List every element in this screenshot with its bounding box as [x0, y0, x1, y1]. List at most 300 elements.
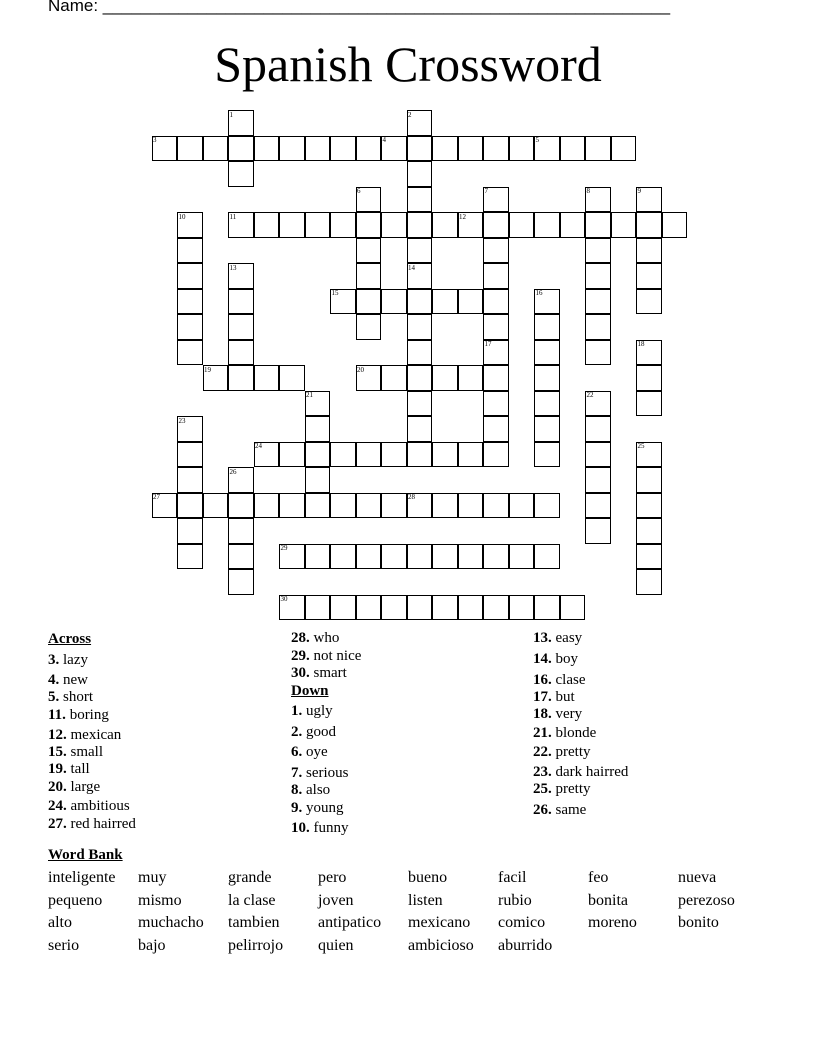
- clue-number-13: 13: [229, 263, 237, 272]
- crossword-cell[interactable]: [636, 212, 662, 238]
- crossword-cell[interactable]: [330, 493, 356, 519]
- clue-number: 14.: [533, 651, 552, 667]
- crossword-cell[interactable]: [177, 467, 203, 493]
- clue-number: 8.: [291, 782, 303, 798]
- crossword-cell[interactable]: [509, 595, 535, 621]
- crossword-cell[interactable]: [483, 391, 509, 417]
- down-clue: [533, 802, 586, 819]
- word-bank-item: la clase: [228, 892, 276, 909]
- crossword-cell[interactable]: [483, 416, 509, 442]
- crossword-cell[interactable]: [636, 263, 662, 289]
- crossword-cell[interactable]: [356, 263, 382, 289]
- across-clue: [48, 707, 109, 724]
- down-clue: [291, 765, 349, 782]
- clue-text: oye: [302, 744, 328, 760]
- word-bank-item: bonito: [678, 914, 719, 931]
- crossword-cell[interactable]: [458, 442, 484, 468]
- crossword-cell[interactable]: [483, 442, 509, 468]
- down-clue: [291, 820, 349, 837]
- crossword-cell[interactable]: [177, 238, 203, 264]
- crossword-cell[interactable]: [407, 544, 433, 570]
- clue-number: 12.: [48, 727, 67, 743]
- crossword-cell[interactable]: [356, 136, 382, 162]
- down-clue: [533, 781, 591, 798]
- crossword-cell[interactable]: [432, 493, 458, 519]
- crossword-cell[interactable]: [636, 238, 662, 264]
- word-bank-item: comico: [498, 914, 546, 931]
- crossword-cell[interactable]: [585, 314, 611, 340]
- clue-number: 24.: [48, 798, 67, 814]
- word-bank-item: pequeno: [48, 892, 103, 909]
- crossword-cell[interactable]: [534, 416, 560, 442]
- crossword-cell[interactable]: [585, 136, 611, 162]
- clue-number-25: 25: [637, 442, 645, 450]
- page-title: Spanish Crossword: [214, 36, 602, 92]
- crossword-cell[interactable]: [305, 212, 331, 238]
- crossword-cell[interactable]: [381, 212, 407, 238]
- clue-number-16: 16: [535, 289, 543, 297]
- word-bank-item: aburrido: [498, 937, 553, 954]
- crossword-cell[interactable]: [636, 569, 662, 595]
- clue-number: 9.: [291, 800, 303, 816]
- crossword-cell[interactable]: [228, 518, 254, 544]
- crossword-cell[interactable]: [279, 442, 305, 468]
- clue-text: pretty: [551, 744, 591, 760]
- clue-number-6: 6: [357, 187, 361, 195]
- crossword-cell[interactable]: [585, 493, 611, 519]
- crossword-cell[interactable]: [356, 493, 382, 519]
- word-bank-item: inteligente: [48, 869, 116, 886]
- crossword-cell[interactable]: [356, 289, 382, 315]
- crossword-cell[interactable]: [585, 212, 611, 238]
- clue-text: young: [302, 800, 344, 816]
- crossword-cell[interactable]: [432, 365, 458, 391]
- across-clue: [291, 630, 339, 647]
- crossword-cell[interactable]: [483, 238, 509, 264]
- crossword-cell[interactable]: [560, 595, 586, 621]
- crossword-cell[interactable]: [279, 365, 305, 391]
- clue-number: 13.: [533, 630, 552, 646]
- crossword-cell[interactable]: [636, 289, 662, 315]
- clue-number: 1.: [291, 703, 303, 719]
- crossword-cell[interactable]: [203, 136, 229, 162]
- crossword-cell[interactable]: [228, 340, 254, 366]
- clue-number: 30.: [291, 665, 310, 681]
- clue-number: 26.: [533, 802, 552, 818]
- crossword-cell[interactable]: [177, 136, 203, 162]
- crossword-cell[interactable]: [458, 365, 484, 391]
- clue-number: 5.: [48, 689, 60, 705]
- crossword-cell[interactable]: [534, 595, 560, 621]
- clue-number: 4.: [48, 672, 60, 688]
- crossword-cell[interactable]: [636, 544, 662, 570]
- clue-text: boring: [65, 707, 109, 723]
- crossword-cell[interactable]: [534, 365, 560, 391]
- across-clue: [48, 779, 100, 796]
- clue-number-29: 29: [280, 544, 288, 552]
- word-bank-item: nueva: [678, 869, 717, 886]
- crossword-cell[interactable]: [534, 544, 560, 570]
- word-bank-item: serio: [48, 937, 80, 954]
- crossword-cell[interactable]: [509, 212, 535, 238]
- word-bank-item: mexicano: [408, 914, 471, 931]
- clue-text: not nice: [309, 648, 362, 664]
- clue-number-26: 26: [229, 467, 237, 476]
- crossword-cell[interactable]: [407, 289, 433, 315]
- crossword-cell[interactable]: [356, 212, 382, 238]
- clue-text: funny: [309, 820, 349, 836]
- word-bank-item: facil: [498, 869, 527, 886]
- crossword-cell[interactable]: [585, 340, 611, 366]
- word-bank-item: alto: [48, 914, 72, 931]
- crossword-cell[interactable]: [432, 544, 458, 570]
- crossword-cell[interactable]: [407, 136, 433, 162]
- crossword-cell[interactable]: [228, 544, 254, 570]
- clue-text: large: [66, 779, 101, 795]
- clue-number: 22.: [533, 744, 552, 760]
- crossword-cell[interactable]: [483, 289, 509, 315]
- crossword-cell[interactable]: [407, 416, 433, 442]
- clue-number-5: 5: [535, 136, 539, 144]
- clue-text: ugly: [302, 703, 333, 719]
- crossword-cell[interactable]: [483, 493, 509, 519]
- clue-text: easy: [551, 630, 583, 646]
- clue-number: 16.: [533, 672, 552, 688]
- word-bank-item: bajo: [138, 937, 166, 954]
- crossword-cell[interactable]: [177, 442, 203, 468]
- crossword-cell[interactable]: [254, 136, 280, 162]
- crossword-cell[interactable]: [636, 365, 662, 391]
- crossword-cell[interactable]: [636, 518, 662, 544]
- clue-number: 6.: [291, 744, 303, 760]
- clue-number-17: 17: [484, 340, 492, 348]
- crossword-cell[interactable]: [305, 544, 331, 570]
- clue-text: ambitious: [66, 798, 130, 814]
- across-clue: [48, 672, 88, 689]
- crossword-cell[interactable]: [483, 365, 509, 391]
- crossword-cell[interactable]: [407, 391, 433, 417]
- crossword-cell[interactable]: [458, 595, 484, 621]
- word-bank-item: grande: [228, 869, 272, 886]
- down-clue: [533, 706, 582, 723]
- down-clue: [533, 651, 578, 668]
- clue-number: 27.: [48, 816, 67, 832]
- crossword-cell[interactable]: [381, 595, 407, 621]
- crossword-cell[interactable]: [509, 493, 535, 519]
- clue-text: lazy: [59, 652, 88, 668]
- crossword-cell[interactable]: [534, 391, 560, 417]
- crossword-cell[interactable]: [432, 136, 458, 162]
- crossword-cell[interactable]: [432, 212, 458, 238]
- clue-number-19: 19: [204, 365, 211, 374]
- clue-number-28: 28: [408, 493, 415, 501]
- crossword-cell[interactable]: [305, 136, 331, 162]
- clue-number: 21.: [533, 725, 552, 741]
- crossword-cell[interactable]: [330, 544, 356, 570]
- crossword-cell[interactable]: [458, 289, 484, 315]
- crossword-cell[interactable]: [228, 314, 254, 340]
- crossword-cell[interactable]: [228, 493, 254, 519]
- crossword-cell[interactable]: [483, 595, 509, 621]
- word-bank-item: quien: [318, 937, 354, 954]
- word-bank-item: pero: [318, 869, 347, 886]
- clue-number: 28.: [291, 630, 310, 646]
- clue-text: tall: [66, 761, 90, 777]
- down-clue: [291, 800, 344, 817]
- clue-number: 7.: [291, 765, 303, 781]
- crossword-cell[interactable]: [585, 467, 611, 493]
- clue-number: 2.: [291, 724, 303, 740]
- crossword-cell[interactable]: [407, 314, 433, 340]
- down-clue: [291, 782, 330, 799]
- down-clue: [533, 744, 591, 761]
- clue-number: 18.: [533, 706, 552, 722]
- crossword-cell[interactable]: [381, 289, 407, 315]
- crossword-cell[interactable]: [279, 212, 305, 238]
- crossword-cell[interactable]: [407, 595, 433, 621]
- clue-number: 23.: [533, 764, 552, 780]
- word-bank-item: antipatico: [318, 914, 382, 931]
- down-clue: [533, 689, 575, 706]
- word-bank-heading: Word Bank: [48, 847, 123, 863]
- word-bank-item: bonita: [588, 892, 628, 909]
- clue-number: 25.: [533, 781, 552, 797]
- clue-number: 3.: [48, 652, 60, 668]
- crossword-cell[interactable]: [483, 544, 509, 570]
- crossword-cell[interactable]: [381, 544, 407, 570]
- crossword-cell[interactable]: [636, 391, 662, 417]
- crossword-cell[interactable]: [407, 340, 433, 366]
- crossword-cell[interactable]: [228, 136, 254, 162]
- crossword-cell[interactable]: [585, 289, 611, 315]
- crossword-cell[interactable]: [458, 493, 484, 519]
- crossword-cell[interactable]: [203, 493, 229, 519]
- down-heading: Down: [291, 683, 329, 699]
- crossword-cell[interactable]: [432, 289, 458, 315]
- crossword-cell[interactable]: [458, 544, 484, 570]
- clue-number-20: 20: [357, 365, 364, 374]
- clue-number-27: 27: [153, 493, 160, 501]
- crossword-cell[interactable]: [177, 493, 203, 519]
- crossword-cell[interactable]: [356, 314, 382, 340]
- clue-text: clase: [551, 672, 586, 688]
- crossword-cell[interactable]: [330, 212, 356, 238]
- crossword-cell[interactable]: [228, 289, 254, 315]
- crossword-cell[interactable]: [305, 467, 331, 493]
- clue-text: same: [551, 802, 587, 818]
- word-bank-item: ambicioso: [408, 937, 474, 954]
- clue-number-14: 14: [408, 263, 415, 272]
- word-bank-item: tambien: [228, 914, 280, 931]
- across-clue: [48, 798, 130, 815]
- crossword-cell[interactable]: [534, 493, 560, 519]
- clue-number-7: 7: [484, 187, 488, 195]
- clue-number: 20.: [48, 779, 67, 795]
- clue-number-9: 9: [637, 187, 641, 195]
- clue-number-3: 3: [153, 136, 157, 144]
- clue-text: who: [309, 630, 340, 646]
- clue-number-10: 10: [178, 212, 186, 221]
- crossword-cell[interactable]: [407, 161, 433, 187]
- crossword-cell[interactable]: [381, 365, 407, 391]
- clue-text: pretty: [551, 781, 591, 797]
- clue-number-15: 15: [331, 289, 339, 297]
- crossword-cell[interactable]: [534, 340, 560, 366]
- crossword-cell[interactable]: [330, 136, 356, 162]
- clue-number-1: 1: [229, 110, 233, 119]
- crossword-cell[interactable]: [585, 263, 611, 289]
- crossword-cell[interactable]: [305, 595, 331, 621]
- down-clue: [533, 672, 585, 689]
- name-field-label: Name: ____________________________________________________________: [48, 0, 671, 15]
- crossword-cell[interactable]: [381, 442, 407, 468]
- crossword-cell[interactable]: [611, 212, 637, 238]
- clue-text: red hairred: [66, 816, 136, 832]
- crossword-cell[interactable]: [407, 212, 433, 238]
- crossword-cell[interactable]: [662, 212, 688, 238]
- word-bank-item: mismo: [138, 892, 182, 909]
- clue-number: 17.: [533, 689, 552, 705]
- clue-number-2: 2: [408, 110, 412, 119]
- word-bank-item: rubio: [498, 892, 532, 909]
- across-clue: [48, 744, 103, 761]
- across-clue: [48, 727, 121, 744]
- crossword-cell[interactable]: [381, 493, 407, 519]
- clue-number-24: 24: [255, 442, 262, 450]
- crossword-cell[interactable]: [356, 544, 382, 570]
- crossword-cell[interactable]: [305, 416, 331, 442]
- clue-number-21: 21: [306, 391, 313, 399]
- crossword-cell[interactable]: [636, 467, 662, 493]
- clue-text: mexican: [66, 727, 122, 743]
- down-clue: [291, 703, 333, 720]
- word-bank-item: perezoso: [678, 892, 735, 909]
- crossword-cell[interactable]: [534, 212, 560, 238]
- clue-number-22: 22: [586, 391, 594, 399]
- crossword-cell[interactable]: [254, 365, 280, 391]
- crossword-cell[interactable]: [279, 136, 305, 162]
- clue-number-4: 4: [382, 136, 386, 144]
- word-bank-item: muy: [138, 869, 167, 886]
- crossword-cell[interactable]: [228, 569, 254, 595]
- down-clue: [533, 630, 582, 647]
- clue-text: serious: [302, 765, 349, 781]
- crossword-cell[interactable]: [636, 493, 662, 519]
- clue-number: 10.: [291, 820, 310, 836]
- clue-text: smart: [309, 665, 347, 681]
- crossword-cell[interactable]: [534, 314, 560, 340]
- word-bank-item: feo: [588, 869, 609, 886]
- crossword-cell[interactable]: [534, 442, 560, 468]
- down-clue: [291, 724, 336, 741]
- word-bank-item: muchacho: [138, 914, 204, 931]
- crossword-cell[interactable]: [407, 365, 433, 391]
- clue-text: also: [302, 782, 331, 798]
- crossword-cell[interactable]: [228, 365, 254, 391]
- crossword-cell[interactable]: [509, 544, 535, 570]
- clue-number-30: 30: [280, 595, 288, 603]
- crossword-cell[interactable]: [585, 442, 611, 468]
- crossword-cell[interactable]: [432, 442, 458, 468]
- crossword-cell[interactable]: [407, 187, 433, 213]
- crossword-cell[interactable]: [330, 442, 356, 468]
- crossword-cell[interactable]: [356, 238, 382, 264]
- crossword-cell[interactable]: [509, 136, 535, 162]
- crossword-cell[interactable]: [407, 442, 433, 468]
- crossword-cell[interactable]: [432, 595, 458, 621]
- word-bank-item: moreno: [588, 914, 637, 931]
- clue-text: good: [302, 724, 336, 740]
- clue-text: very: [551, 706, 583, 722]
- crossword-cell[interactable]: [177, 314, 203, 340]
- word-bank-item: pelirrojo: [228, 937, 284, 954]
- across-clue: [48, 652, 88, 669]
- across-clue: [291, 648, 361, 665]
- crossword-cell[interactable]: [356, 442, 382, 468]
- crossword-cell[interactable]: [585, 416, 611, 442]
- across-heading: Across: [48, 631, 92, 647]
- crossword-cell[interactable]: [177, 289, 203, 315]
- down-clue: [533, 764, 628, 781]
- crossword-cell[interactable]: [560, 212, 586, 238]
- crossword-cell[interactable]: [330, 595, 356, 621]
- crossword-cell[interactable]: [279, 493, 305, 519]
- crossword-cell[interactable]: [560, 136, 586, 162]
- crossword-cell[interactable]: [177, 518, 203, 544]
- crossword-cell[interactable]: [305, 493, 331, 519]
- clue-number-23: 23: [178, 416, 186, 425]
- crossword-cell[interactable]: [585, 238, 611, 264]
- crossword-cell[interactable]: [483, 136, 509, 162]
- across-clue: [291, 665, 347, 682]
- crossword-cell[interactable]: [585, 518, 611, 544]
- down-clue: [291, 744, 328, 761]
- crossword-cell[interactable]: [254, 212, 280, 238]
- crossword-cell[interactable]: [228, 161, 254, 187]
- crossword-cell[interactable]: [407, 238, 433, 264]
- clue-text: small: [66, 744, 103, 760]
- clue-number: 15.: [48, 744, 67, 760]
- clue-number-8: 8: [586, 187, 590, 195]
- crossword-cell[interactable]: [177, 340, 203, 366]
- crossword-cell[interactable]: [177, 263, 203, 289]
- crossword-cell[interactable]: [483, 263, 509, 289]
- word-bank-item: joven: [318, 892, 354, 909]
- crossword-cell[interactable]: [611, 136, 637, 162]
- crossword-cell[interactable]: [254, 493, 280, 519]
- clue-number-12: 12: [459, 212, 466, 221]
- crossword-cell[interactable]: [305, 442, 331, 468]
- word-bank-item: bueno: [408, 869, 448, 886]
- word-bank-item: listen: [408, 892, 443, 909]
- clue-text: dark hairred: [551, 764, 629, 780]
- crossword-cell[interactable]: [177, 544, 203, 570]
- across-clue: [48, 761, 90, 778]
- clue-text: but: [551, 689, 575, 705]
- clue-text: boy: [551, 651, 578, 667]
- crossword-cell[interactable]: [356, 595, 382, 621]
- clue-number: 19.: [48, 761, 67, 777]
- clue-number: 11.: [48, 707, 66, 723]
- crossword-cell[interactable]: [458, 136, 484, 162]
- clue-text: short: [59, 689, 93, 705]
- across-clue: [48, 816, 136, 833]
- crossword-cell[interactable]: [483, 212, 509, 238]
- clue-text: blonde: [551, 725, 597, 741]
- crossword-cell[interactable]: [483, 314, 509, 340]
- down-clue: [533, 725, 596, 742]
- clue-text: new: [59, 672, 88, 688]
